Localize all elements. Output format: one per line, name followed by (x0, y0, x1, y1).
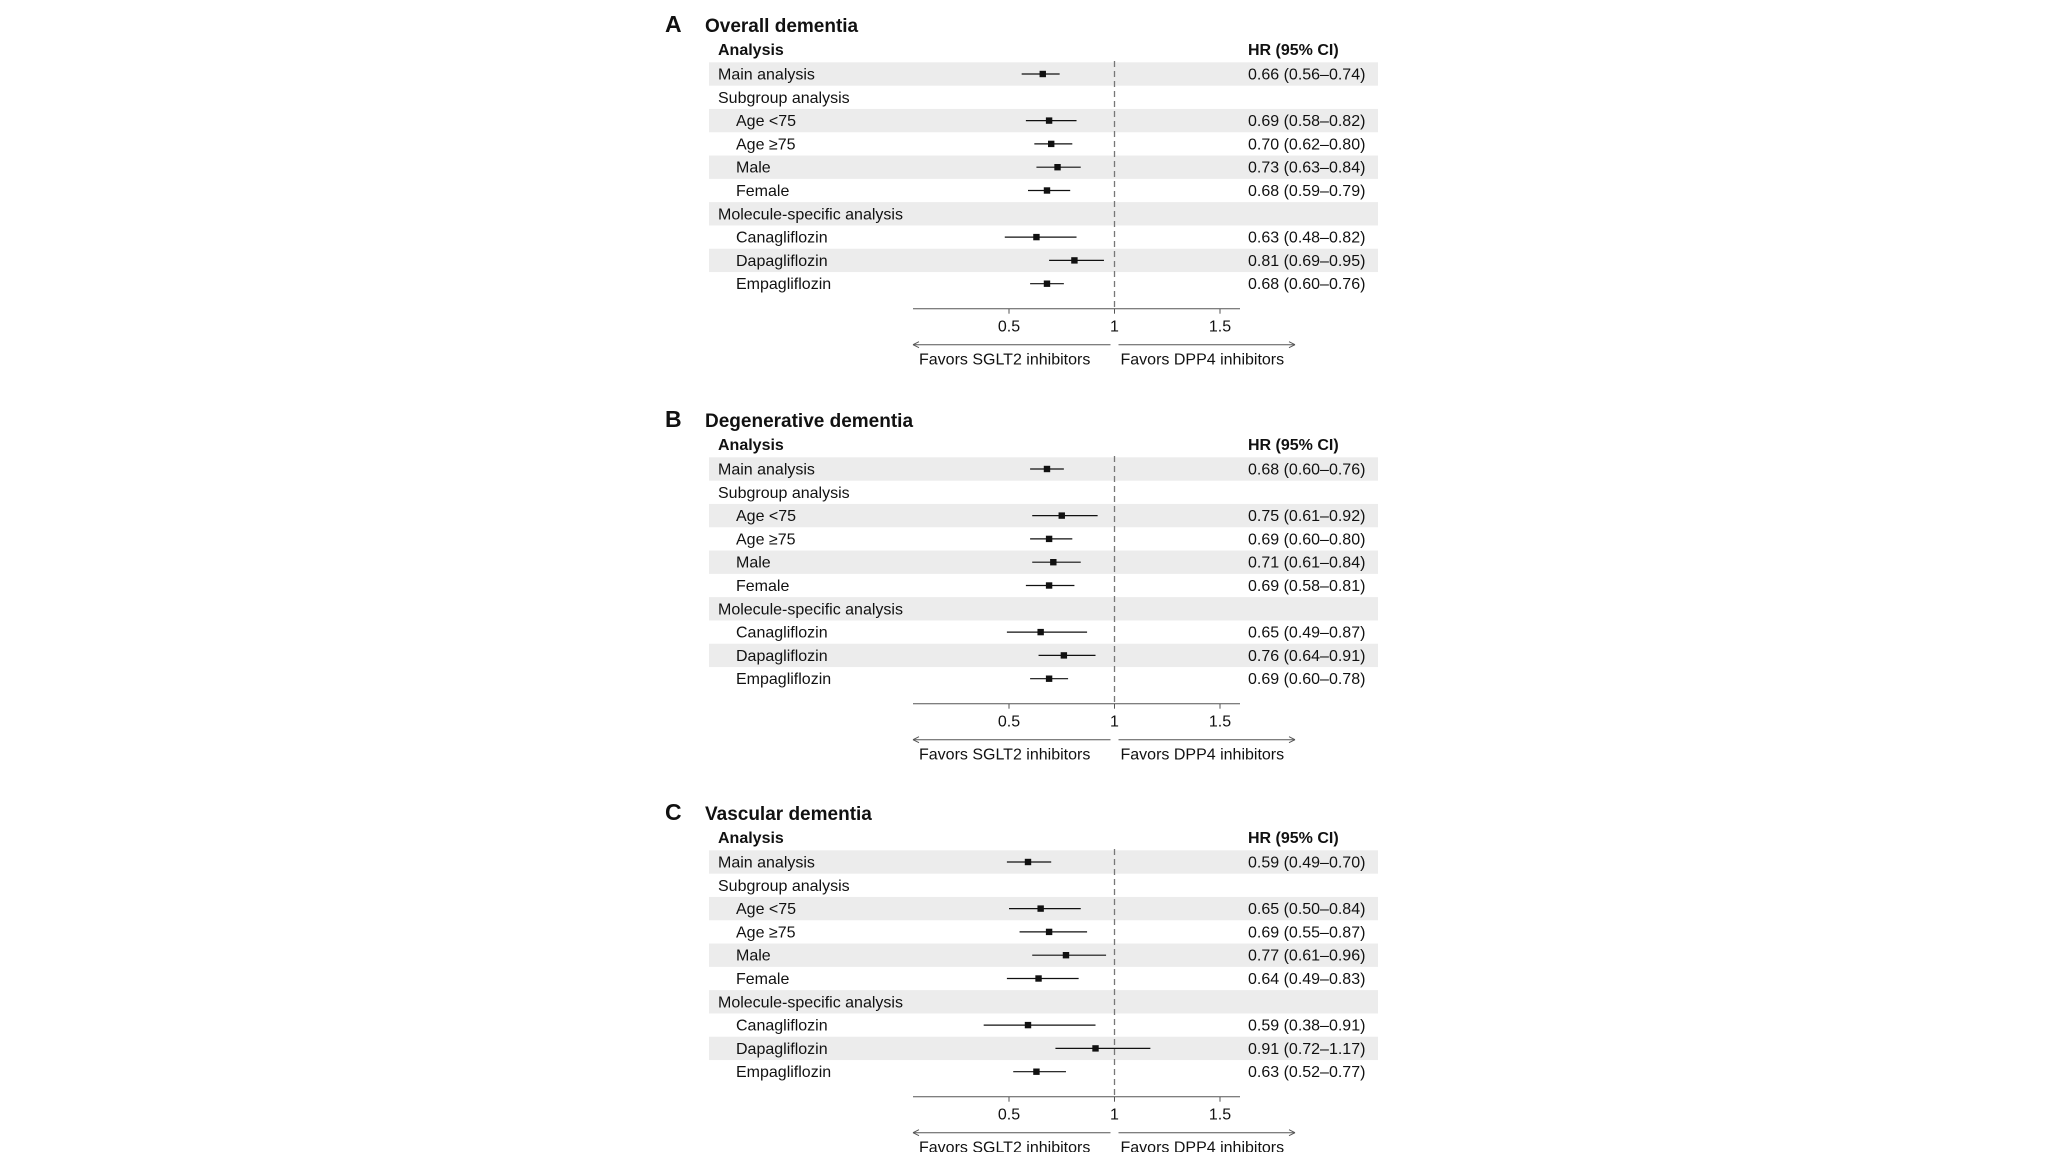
row-label: Empagliflozin (736, 276, 832, 294)
point-estimate (1025, 859, 1031, 865)
row-label: Male (736, 159, 771, 177)
row-label: Dapagliflozin (736, 252, 828, 270)
row-label: Main analysis (718, 461, 815, 479)
row-label: Dapagliflozin (736, 1040, 828, 1058)
row-label: Canagliflozin (736, 1017, 828, 1035)
hr-value: 0.68 (0.60–0.76) (1248, 461, 1366, 479)
x-tick-label: 1 (1110, 713, 1119, 731)
hr-value: 0.66 (0.56–0.74) (1248, 66, 1366, 84)
hr-value: 0.69 (0.58–0.82) (1248, 113, 1366, 131)
hr-value: 0.70 (0.62–0.80) (1248, 136, 1366, 154)
point-estimate (1054, 164, 1060, 170)
row-label: Age ≥75 (736, 531, 796, 549)
hr-value: 0.69 (0.60–0.80) (1248, 531, 1366, 549)
analysis-column-header: Analysis (718, 437, 784, 454)
panel-letter: C (665, 799, 682, 825)
favor-right-label: Favors DPP4 inhibitors (1120, 746, 1285, 764)
row-label: Female (736, 578, 790, 595)
row-label: Age <75 (736, 901, 797, 919)
point-estimate (1050, 559, 1056, 565)
point-estimate (1046, 676, 1052, 682)
x-tick-label: 1 (1110, 318, 1119, 336)
x-tick-label: 0.5 (997, 713, 1021, 731)
favor-left-label: Favors SGLT2 inhibitors (919, 1139, 1091, 1152)
hr-value: 0.68 (0.60–0.76) (1248, 276, 1366, 294)
panel-title: Overall dementia (705, 16, 859, 37)
row-label: Main analysis (718, 66, 815, 84)
point-estimate (1025, 1022, 1031, 1028)
point-estimate (1046, 582, 1052, 588)
section-header-label: Molecule-specific analysis (718, 601, 903, 619)
section-header-label: Subgroup analysis (718, 89, 850, 107)
row-label: Canagliflozin (736, 624, 828, 642)
hr-value: 0.68 (0.59–0.79) (1248, 183, 1366, 200)
panel-b (665, 406, 1378, 764)
row-label: Empagliflozin (736, 1064, 832, 1082)
point-estimate (1061, 652, 1067, 658)
panel-letter: A (665, 11, 682, 37)
x-tick-label: 1.5 (1208, 1106, 1232, 1124)
hr-value: 0.65 (0.50–0.84) (1248, 901, 1366, 919)
section-header-label: Molecule-specific analysis (718, 994, 903, 1012)
hr-value: 0.64 (0.49–0.83) (1248, 971, 1366, 988)
point-estimate (1063, 952, 1069, 958)
hr-value: 0.81 (0.69–0.95) (1248, 252, 1366, 270)
hr-value: 0.59 (0.38–0.91) (1248, 1017, 1366, 1035)
panel-letter: B (665, 406, 682, 432)
favor-right-label: Favors DPP4 inhibitors (1120, 1139, 1285, 1152)
x-tick-label: 0.5 (997, 318, 1021, 336)
section-header-label: Subgroup analysis (718, 484, 850, 502)
hr-value: 0.59 (0.49–0.70) (1248, 854, 1366, 872)
row-label: Male (736, 947, 771, 965)
x-tick-label: 1.5 (1208, 318, 1232, 336)
panel-c (665, 799, 1378, 1152)
panel-a (665, 11, 1378, 369)
hr-value: 0.65 (0.49–0.87) (1248, 624, 1366, 642)
point-estimate (1044, 187, 1050, 193)
favor-left-label: Favors SGLT2 inhibitors (919, 351, 1091, 369)
point-estimate (1046, 536, 1052, 542)
hr-value: 0.71 (0.61–0.84) (1248, 554, 1366, 572)
row-label: Canagliflozin (736, 229, 828, 247)
row-label: Female (736, 183, 790, 200)
x-tick-label: 1 (1110, 1106, 1119, 1124)
hr-value: 0.75 (0.61–0.92) (1248, 508, 1366, 526)
row-label: Main analysis (718, 854, 815, 872)
hr-value: 0.69 (0.58–0.81) (1248, 578, 1366, 595)
point-estimate (1044, 466, 1050, 472)
hr-value: 0.63 (0.52–0.77) (1248, 1064, 1366, 1082)
x-tick-label: 0.5 (997, 1106, 1021, 1124)
point-estimate (1048, 141, 1054, 147)
hr-column-header: HR (95% CI) (1248, 42, 1339, 59)
point-estimate (1071, 257, 1077, 263)
row-label: Age <75 (736, 113, 797, 131)
favor-right-label: Favors DPP4 inhibitors (1120, 351, 1285, 369)
analysis-column-header: Analysis (718, 830, 784, 847)
point-estimate (1037, 905, 1043, 911)
row-label: Empagliflozin (736, 671, 832, 689)
row-label: Female (736, 971, 790, 988)
point-estimate (1037, 629, 1043, 635)
point-estimate (1044, 281, 1050, 287)
point-estimate (1046, 117, 1052, 123)
section-header-label: Molecule-specific analysis (718, 206, 903, 224)
x-tick-label: 1.5 (1208, 713, 1232, 731)
row-label: Dapagliflozin (736, 647, 828, 665)
point-estimate (1035, 975, 1041, 981)
hr-value: 0.69 (0.60–0.78) (1248, 671, 1366, 689)
point-estimate (1059, 512, 1065, 518)
favor-left-label: Favors SGLT2 inhibitors (919, 746, 1091, 764)
point-estimate (1040, 71, 1046, 77)
row-label: Age <75 (736, 508, 797, 526)
row-label: Age ≥75 (736, 136, 796, 154)
row-label: Male (736, 554, 771, 572)
hr-value: 0.91 (0.72–1.17) (1248, 1040, 1366, 1058)
panel-title: Degenerative dementia (705, 411, 914, 432)
hr-column-header: HR (95% CI) (1248, 437, 1339, 454)
point-estimate (1033, 234, 1039, 240)
hr-value: 0.63 (0.48–0.82) (1248, 229, 1366, 247)
hr-value: 0.76 (0.64–0.91) (1248, 647, 1366, 665)
panel-title: Vascular dementia (705, 804, 872, 825)
section-header-label: Subgroup analysis (718, 877, 850, 895)
analysis-column-header: Analysis (718, 42, 784, 59)
hr-column-header: HR (95% CI) (1248, 830, 1339, 847)
point-estimate (1033, 1069, 1039, 1075)
hr-value: 0.73 (0.63–0.84) (1248, 159, 1366, 177)
hr-value: 0.77 (0.61–0.96) (1248, 947, 1366, 965)
point-estimate (1046, 929, 1052, 935)
row-label: Age ≥75 (736, 924, 796, 942)
hr-value: 0.69 (0.55–0.87) (1248, 924, 1366, 942)
point-estimate (1092, 1045, 1098, 1051)
